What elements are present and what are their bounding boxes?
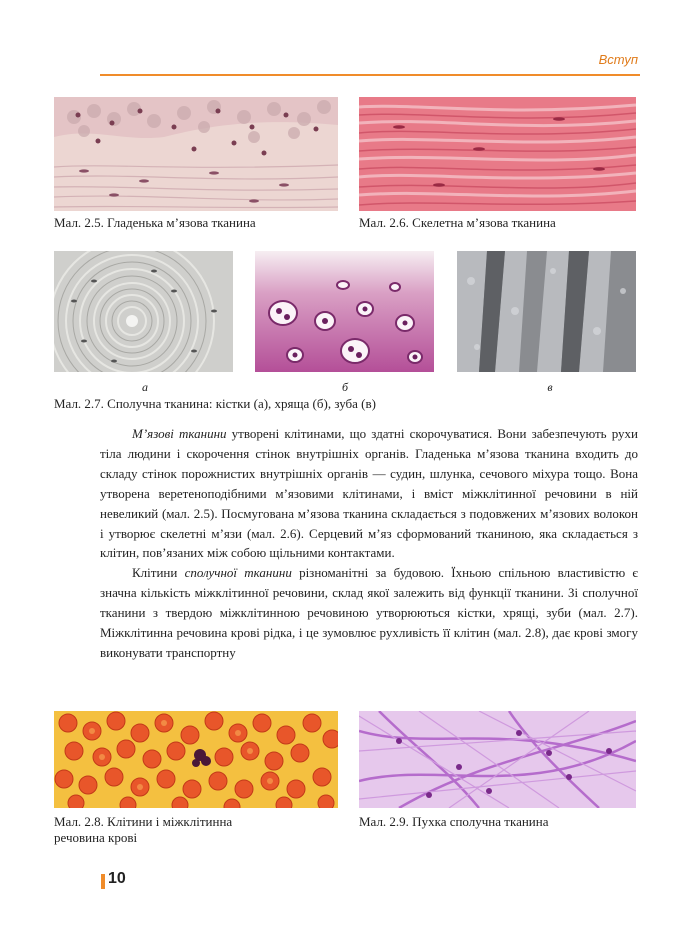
figure-2-8-caption-line2: речовина крові <box>54 830 138 845</box>
figure-2-8-caption-line1: Мал. 2.8. Клітини і міжклітинна <box>54 814 233 829</box>
body-text <box>100 424 638 663</box>
term-muscle-tissue: М’язові тканини <box>132 426 227 441</box>
figure-2-7-label-a: а <box>142 380 148 394</box>
paragraph-connective-text: різноманітні за будовою. Їхньою спільною властивістю є значна кількість міжклітинної речовини, склад якої залежить від функції тканини. Зі сполучної тканини з твердою міжклітинною речовиною утворюються кістки, хрящі, зуби (мал. 2.7). Міжклітинна речовина крові рідка, і це зумовлює рухливість її клітин (мал. 2.8), дає крові змогу виконувати транспортну <box>100 565 638 660</box>
skeletal-muscle-photo <box>359 97 636 211</box>
paragraph-connective-lead: Клітини <box>132 565 185 581</box>
blood-cells-photo <box>54 711 338 808</box>
figure-2-5-caption: Мал. 2.5. Гладенька м’язова тканина <box>54 215 256 230</box>
cartilage-tissue-photo <box>255 251 434 372</box>
page-number: 10 <box>108 870 126 887</box>
figure-2-8-caption <box>54 814 232 846</box>
figure-2-6-caption: Мал. 2.6. Скелетна м’язова тканина <box>359 215 556 230</box>
tooth-tissue-photo <box>457 251 636 372</box>
paragraph-connective-tissue <box>100 563 638 663</box>
header-rule <box>100 74 640 76</box>
figure-2-7-label-b: б <box>341 380 349 394</box>
loose-connective-photo <box>359 711 636 808</box>
term-connective-tissue: сполучної тканини <box>184 565 292 581</box>
section-title: Вступ <box>598 52 638 67</box>
paragraph-muscle-text: утворені клітинами, що здатні скорочуватися. Вони забезпечують рухи тіла людини і скорочення стінок внутрішніх органів. Гладенька м’язова тканина входить до складу стінок порожнистих внутрішніх органів — судин, шлунка, сечового міхура тощо. Вона утворена веретеноподібними м’язовими клітинами, і вміст міжклітинної речовини в ній невеликий (мал. 2.5). Посмугована м’язова тканина складається з подовжених м’язових волокон і утворює скелетні м’язи (мал. 2.6). Серцевий м’яз сформований тканиною, яка складається з клітин, пов’язаних між собою щільними контактами. <box>100 426 638 561</box>
figure-2-9-caption: Мал. 2.9. Пухка сполучна тканина <box>359 814 549 829</box>
bone-tissue-photo <box>54 251 233 372</box>
smooth-muscle-photo <box>54 97 338 211</box>
figure-2-7-label-c: в <box>547 380 553 394</box>
page-marker <box>101 874 105 889</box>
figure-2-7-caption: Мал. 2.7. Сполучна тканина: кістки (а), хряща (б), зуба (в) <box>54 396 376 411</box>
paragraph-muscle-tissue <box>100 424 638 563</box>
